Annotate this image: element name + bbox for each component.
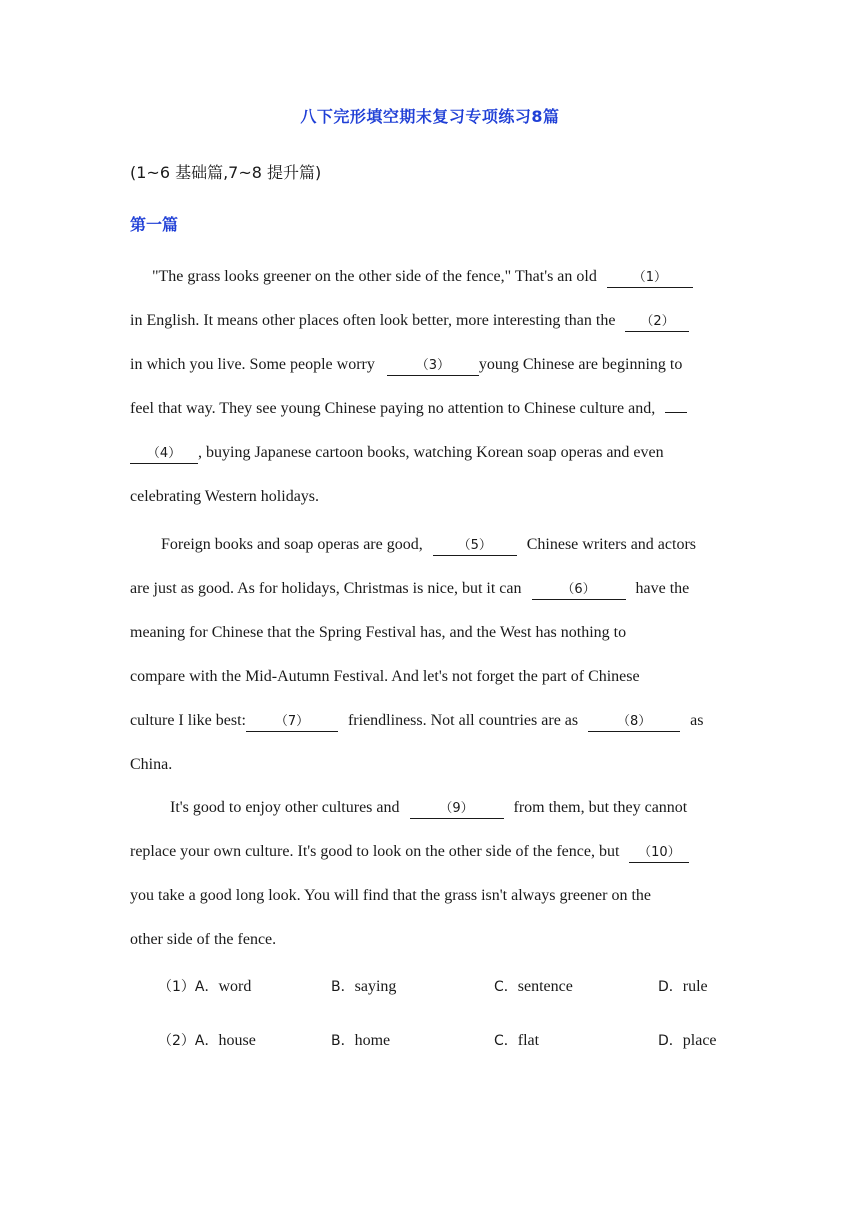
text-line: [130, 655, 730, 699]
question-options: [158, 976, 738, 1084]
blank-10[interactable]: （10）: [629, 844, 689, 863]
question-row-1: [158, 976, 738, 1030]
text-line: [130, 567, 730, 611]
blank-4-start[interactable]: [665, 412, 687, 413]
option-c: flat: [517, 1032, 540, 1049]
blank-4[interactable]: （4）: [130, 445, 198, 464]
text-run: you take a good long look. You will find that the grass isn't always greener on the: [130, 887, 652, 904]
question-number: [158, 1030, 256, 1050]
option-d-wrap[interactable]: [658, 976, 708, 996]
blank-2[interactable]: （2）: [625, 313, 689, 332]
text-line: [130, 255, 730, 299]
text-line: [130, 743, 730, 787]
text-run: other side of the fence.: [130, 931, 277, 948]
question-number: [158, 976, 251, 996]
blank-9[interactable]: （9）: [410, 800, 504, 819]
text-line: [130, 786, 730, 830]
option-a[interactable]: word: [218, 978, 252, 995]
text-run: friendliness. Not all countries are as: [347, 712, 579, 729]
option-c-wrap[interactable]: [494, 976, 573, 996]
text-line: [130, 299, 730, 343]
option-b: home: [354, 1032, 391, 1049]
text-run: culture I like best:: [130, 712, 246, 729]
text-run: as: [690, 712, 704, 729]
option-d: place: [682, 1032, 717, 1049]
text-run: China.: [130, 756, 173, 773]
text-run: young Chinese are beginning to: [478, 356, 683, 373]
text-run: "The grass looks greener on the other side of the fence," That's an old: [152, 268, 597, 285]
page-subtitle: (1~6 基础篇,7~8 提升篇): [130, 163, 322, 182]
option-d-wrap[interactable]: [658, 1030, 717, 1050]
option-letter: B．: [331, 1033, 355, 1049]
option-letter: D．: [658, 1033, 683, 1049]
text-run: feel that way. They see young Chinese paying no attention to Chinese culture and,: [130, 400, 656, 417]
text-line: [130, 611, 730, 655]
text-run: in which you live. Some people worry: [130, 356, 375, 373]
blank-1[interactable]: （1）: [607, 269, 693, 288]
option-c: sentence: [517, 978, 573, 995]
option-b-wrap[interactable]: [331, 976, 396, 996]
text-line: [130, 830, 730, 874]
question-number-label: （2）: [158, 1033, 195, 1049]
text-line: [130, 874, 730, 918]
text-line: [130, 387, 730, 431]
text-run: meaning for Chinese that the Spring Festival has, and the West has nothing to: [130, 624, 627, 641]
text-run: are just as good. As for holidays, Christmas is nice, but it can: [130, 580, 522, 597]
text-run: in English. It means other places often look better, more interesting than the: [130, 312, 616, 329]
blank-5[interactable]: （5）: [433, 537, 517, 556]
text-line: [130, 343, 730, 387]
option-letter: B．: [331, 979, 355, 995]
text-run: Foreign books and soap operas are good,: [161, 536, 423, 553]
section-title: 第一篇: [130, 215, 179, 234]
text-run: celebrating Western holidays.: [130, 488, 320, 505]
option-d: rule: [682, 978, 708, 995]
text-run: from them, but they cannot: [513, 799, 688, 816]
text-run: Chinese writers and actors: [526, 536, 696, 553]
page-title: 八下完形填空期末复习专项练习8篇: [300, 107, 560, 126]
paragraph-2: [130, 523, 730, 787]
option-letter: A．: [194, 979, 219, 995]
option-letter: C．: [494, 1033, 518, 1049]
option-letter: D．: [658, 979, 683, 995]
blank-7[interactable]: （7）: [246, 713, 338, 732]
paragraph-3: [130, 786, 730, 962]
option-c-wrap[interactable]: [494, 1030, 539, 1050]
option-b: saying: [354, 978, 397, 995]
text-line: [130, 699, 730, 743]
blank-6[interactable]: （6）: [532, 581, 626, 600]
text-run: , buying Japanese cartoon books, watching Korean soap operas and even: [198, 444, 664, 461]
paragraph-1: [130, 255, 730, 519]
text-line: [130, 523, 730, 567]
option-b-wrap[interactable]: [331, 1030, 390, 1050]
option-a[interactable]: house: [218, 1032, 256, 1049]
text-run: have the: [635, 580, 690, 597]
question-number-label: （1）: [158, 979, 195, 995]
text-line: [130, 918, 730, 962]
blank-8[interactable]: （8）: [588, 713, 680, 732]
option-letter: C．: [494, 979, 518, 995]
text-run: replace your own culture. It's good to look on the other side of the fence, but: [130, 843, 620, 860]
text-run: It's good to enjoy other cultures and: [170, 799, 400, 816]
text-line: [130, 431, 730, 475]
option-letter: A．: [194, 1033, 219, 1049]
question-row-2: [158, 1030, 738, 1084]
text-line: [130, 475, 730, 519]
blank-3[interactable]: （3）: [387, 357, 479, 376]
text-run: compare with the Mid-Autumn Festival. And let's not forget the part of Chinese: [130, 668, 640, 685]
